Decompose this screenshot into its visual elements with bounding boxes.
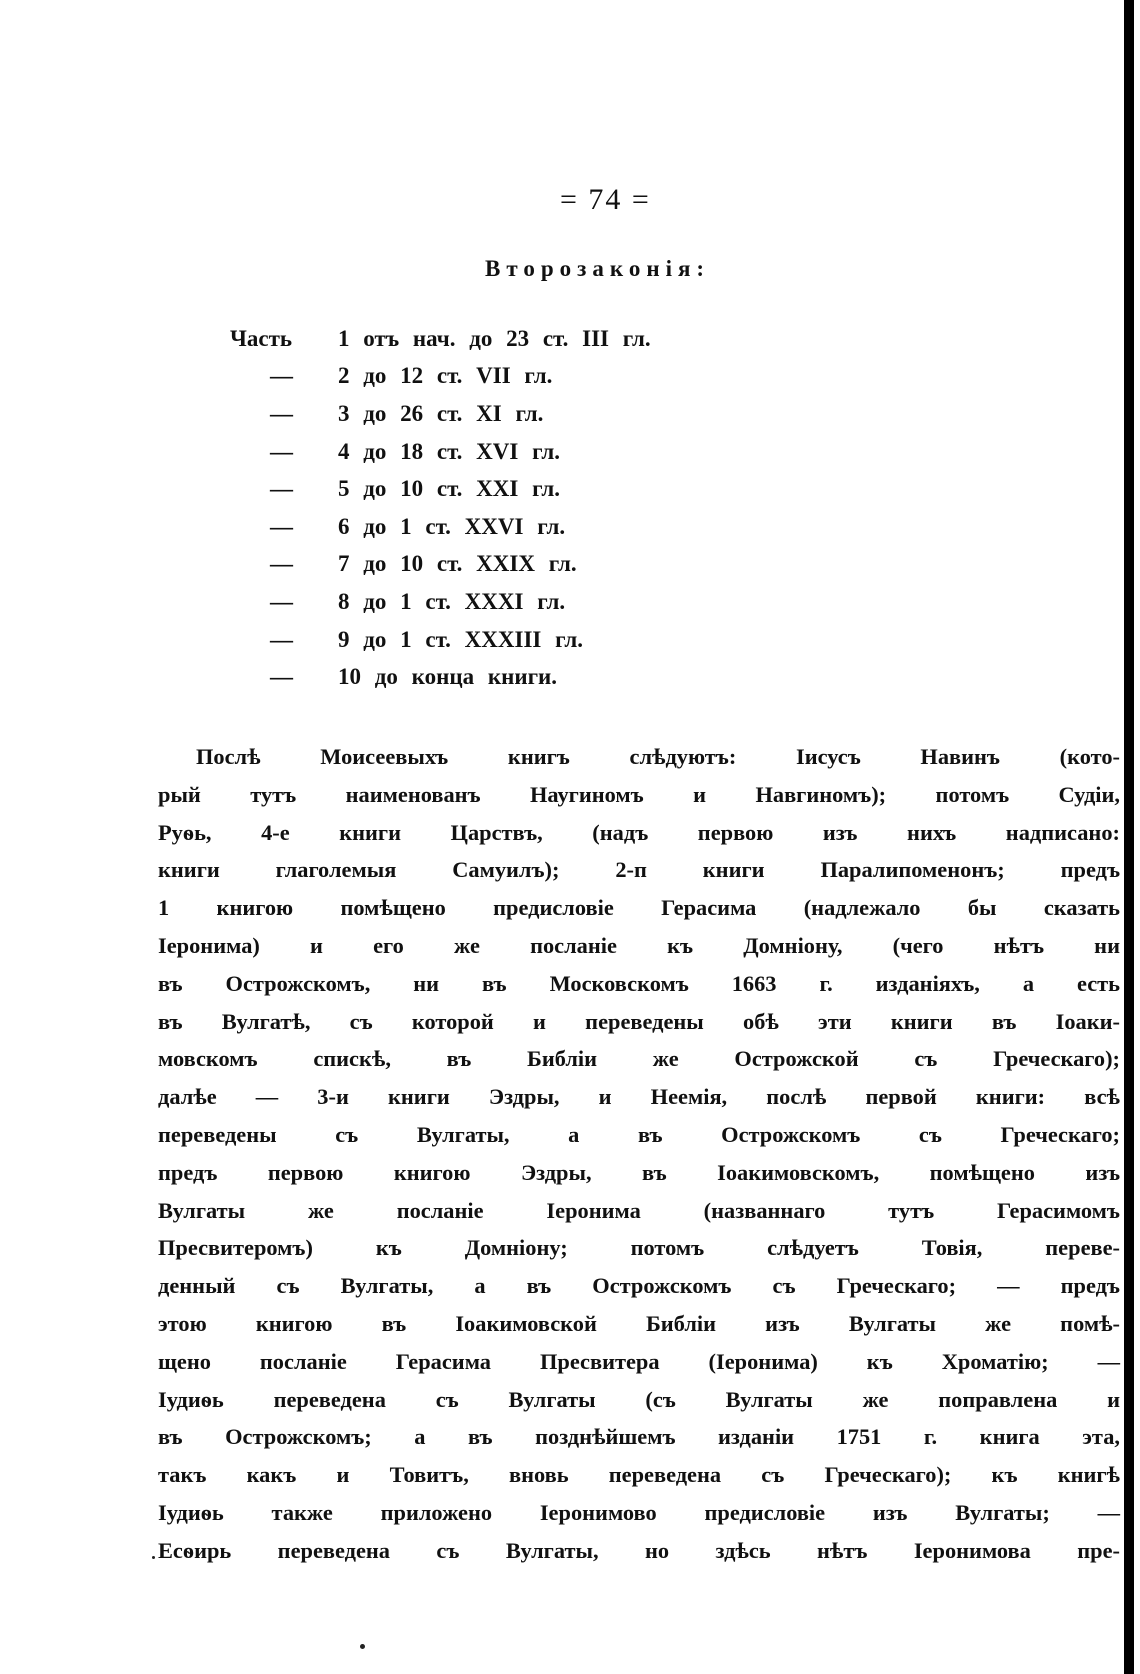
part-row (230, 658, 850, 696)
text-line: далѣе — 3-и книги Эздры, и Неемія, послѣ первой книги: всѣ (158, 1084, 1120, 1110)
part-prefix: Часть (230, 325, 293, 351)
part-row (230, 358, 850, 396)
text-line: денный съ Вулгаты, а въ Острожскомъ съ Греческаго; — предъ (158, 1273, 1120, 1299)
part-prefix: — (270, 476, 293, 502)
text-line: Руѳь, 4-е книги Царствъ, (надъ первою изъ нихъ надписано: (158, 819, 1120, 845)
text-line: такъ какъ и Товитъ, вновь переведена съ Греческаго); къ книгѣ (158, 1462, 1120, 1488)
text-line: Іудиѳь также приложено Іеронимово предисловіе изъ Вулгаты; — (158, 1499, 1120, 1525)
text-line: Іудиѳь переведена съ Вулгаты (съ Вулгаты же поправлена и (158, 1386, 1120, 1412)
scan-edge (1124, 0, 1134, 1674)
text-line: 1 книгою помѣщено предисловіе Герасима (надлежало бы сказать (158, 895, 1120, 921)
text-line: Послѣ Моисеевыхъ книгъ слѣдуютъ: Іисусъ Навинъ (кото- (196, 744, 1120, 769)
part-row (230, 508, 850, 546)
part-text: 8 до 1 ст. XXXI гл. (338, 588, 566, 614)
part-row (230, 320, 850, 358)
part-prefix: — (270, 551, 293, 577)
text-line: въ Острожскомъ; а въ позднѣйшемъ изданіи 1751 г. книга эта, (158, 1424, 1120, 1450)
part-text: 2 до 12 ст. VII гл. (338, 363, 553, 389)
part-text: 9 до 1 ст. XXXIII гл. (338, 626, 584, 652)
part-prefix: — (270, 626, 293, 652)
part-row (230, 395, 850, 433)
text-line: въ Острожскомъ, ни въ Московскомъ 1663 г. изданіяхъ, а есть (158, 970, 1120, 996)
text-line: мовскомъ спискѣ, въ Библіи же Острожской съ Греческаго); (158, 1046, 1120, 1072)
section-heading: Второзаконія: (485, 256, 711, 281)
scan-speck (152, 1556, 155, 1559)
part-row (230, 583, 850, 621)
part-prefix: — (270, 664, 293, 690)
text-line: переведены съ Вулгаты, а въ Острожскомъ съ Греческаго; (158, 1121, 1120, 1147)
text-line: этою книгою въ Іоакимовской Библіи изъ Вулгаты же помѣ- (158, 1310, 1120, 1336)
part-prefix: — (270, 400, 293, 426)
text-line: Пресвитеромъ) къ Домніону; потомъ слѣдуетъ Товія, переве- (158, 1235, 1120, 1261)
part-text: 4 до 18 ст. XVI гл. (338, 438, 561, 464)
part-prefix: — (270, 588, 293, 614)
part-text: 3 до 26 ст. XI гл. (338, 400, 544, 426)
text-line: Вулгаты же посланіе Іеронима (названнаго тутъ Герасимомъ (158, 1197, 1120, 1223)
part-text: 6 до 1 ст. XXVI гл. (338, 513, 566, 539)
part-text: 10 до конца книги. (338, 664, 558, 690)
text-line: книги глаголемыя Самуилъ); 2-п книги Паралипоменонъ; предъ (158, 857, 1120, 883)
text-line: рый тутъ наименованъ Наугиномъ и Навгиномъ); потомъ Судіи, (158, 781, 1120, 807)
page-number: = 74 = (560, 183, 651, 216)
part-row (230, 546, 850, 584)
part-row (230, 470, 850, 508)
scan-speck (360, 1644, 365, 1649)
text-line: въ Вулгатѣ, съ которой и переведены обѣ эти книги въ Іоаки- (158, 1008, 1120, 1034)
parts-list (230, 320, 850, 696)
part-text: 7 до 10 ст. XXIX гл. (338, 551, 577, 577)
part-row (230, 433, 850, 471)
text-line: Есѳирь переведена съ Вулгаты, но здѣсь нѣтъ Іеронимова пре- (158, 1537, 1120, 1563)
body-paragraph (158, 738, 1120, 1570)
part-prefix: — (270, 363, 293, 389)
part-text: 5 до 10 ст. XXI гл. (338, 476, 561, 502)
part-text: 1 отъ нач. до 23 ст. III гл. (338, 325, 651, 351)
text-line: Іеронима) и его же посланіе къ Домніону, (чего нѣтъ ни (158, 932, 1120, 958)
text-line: предъ первою книгою Эздры, въ Іоакимовскомъ, помѣщено изъ (158, 1159, 1120, 1185)
part-row (230, 621, 850, 659)
part-prefix: — (270, 438, 293, 464)
text-line: щено посланіе Герасима Пресвитера (Іеронима) къ Хроматію; — (158, 1348, 1120, 1374)
part-prefix: — (270, 513, 293, 539)
